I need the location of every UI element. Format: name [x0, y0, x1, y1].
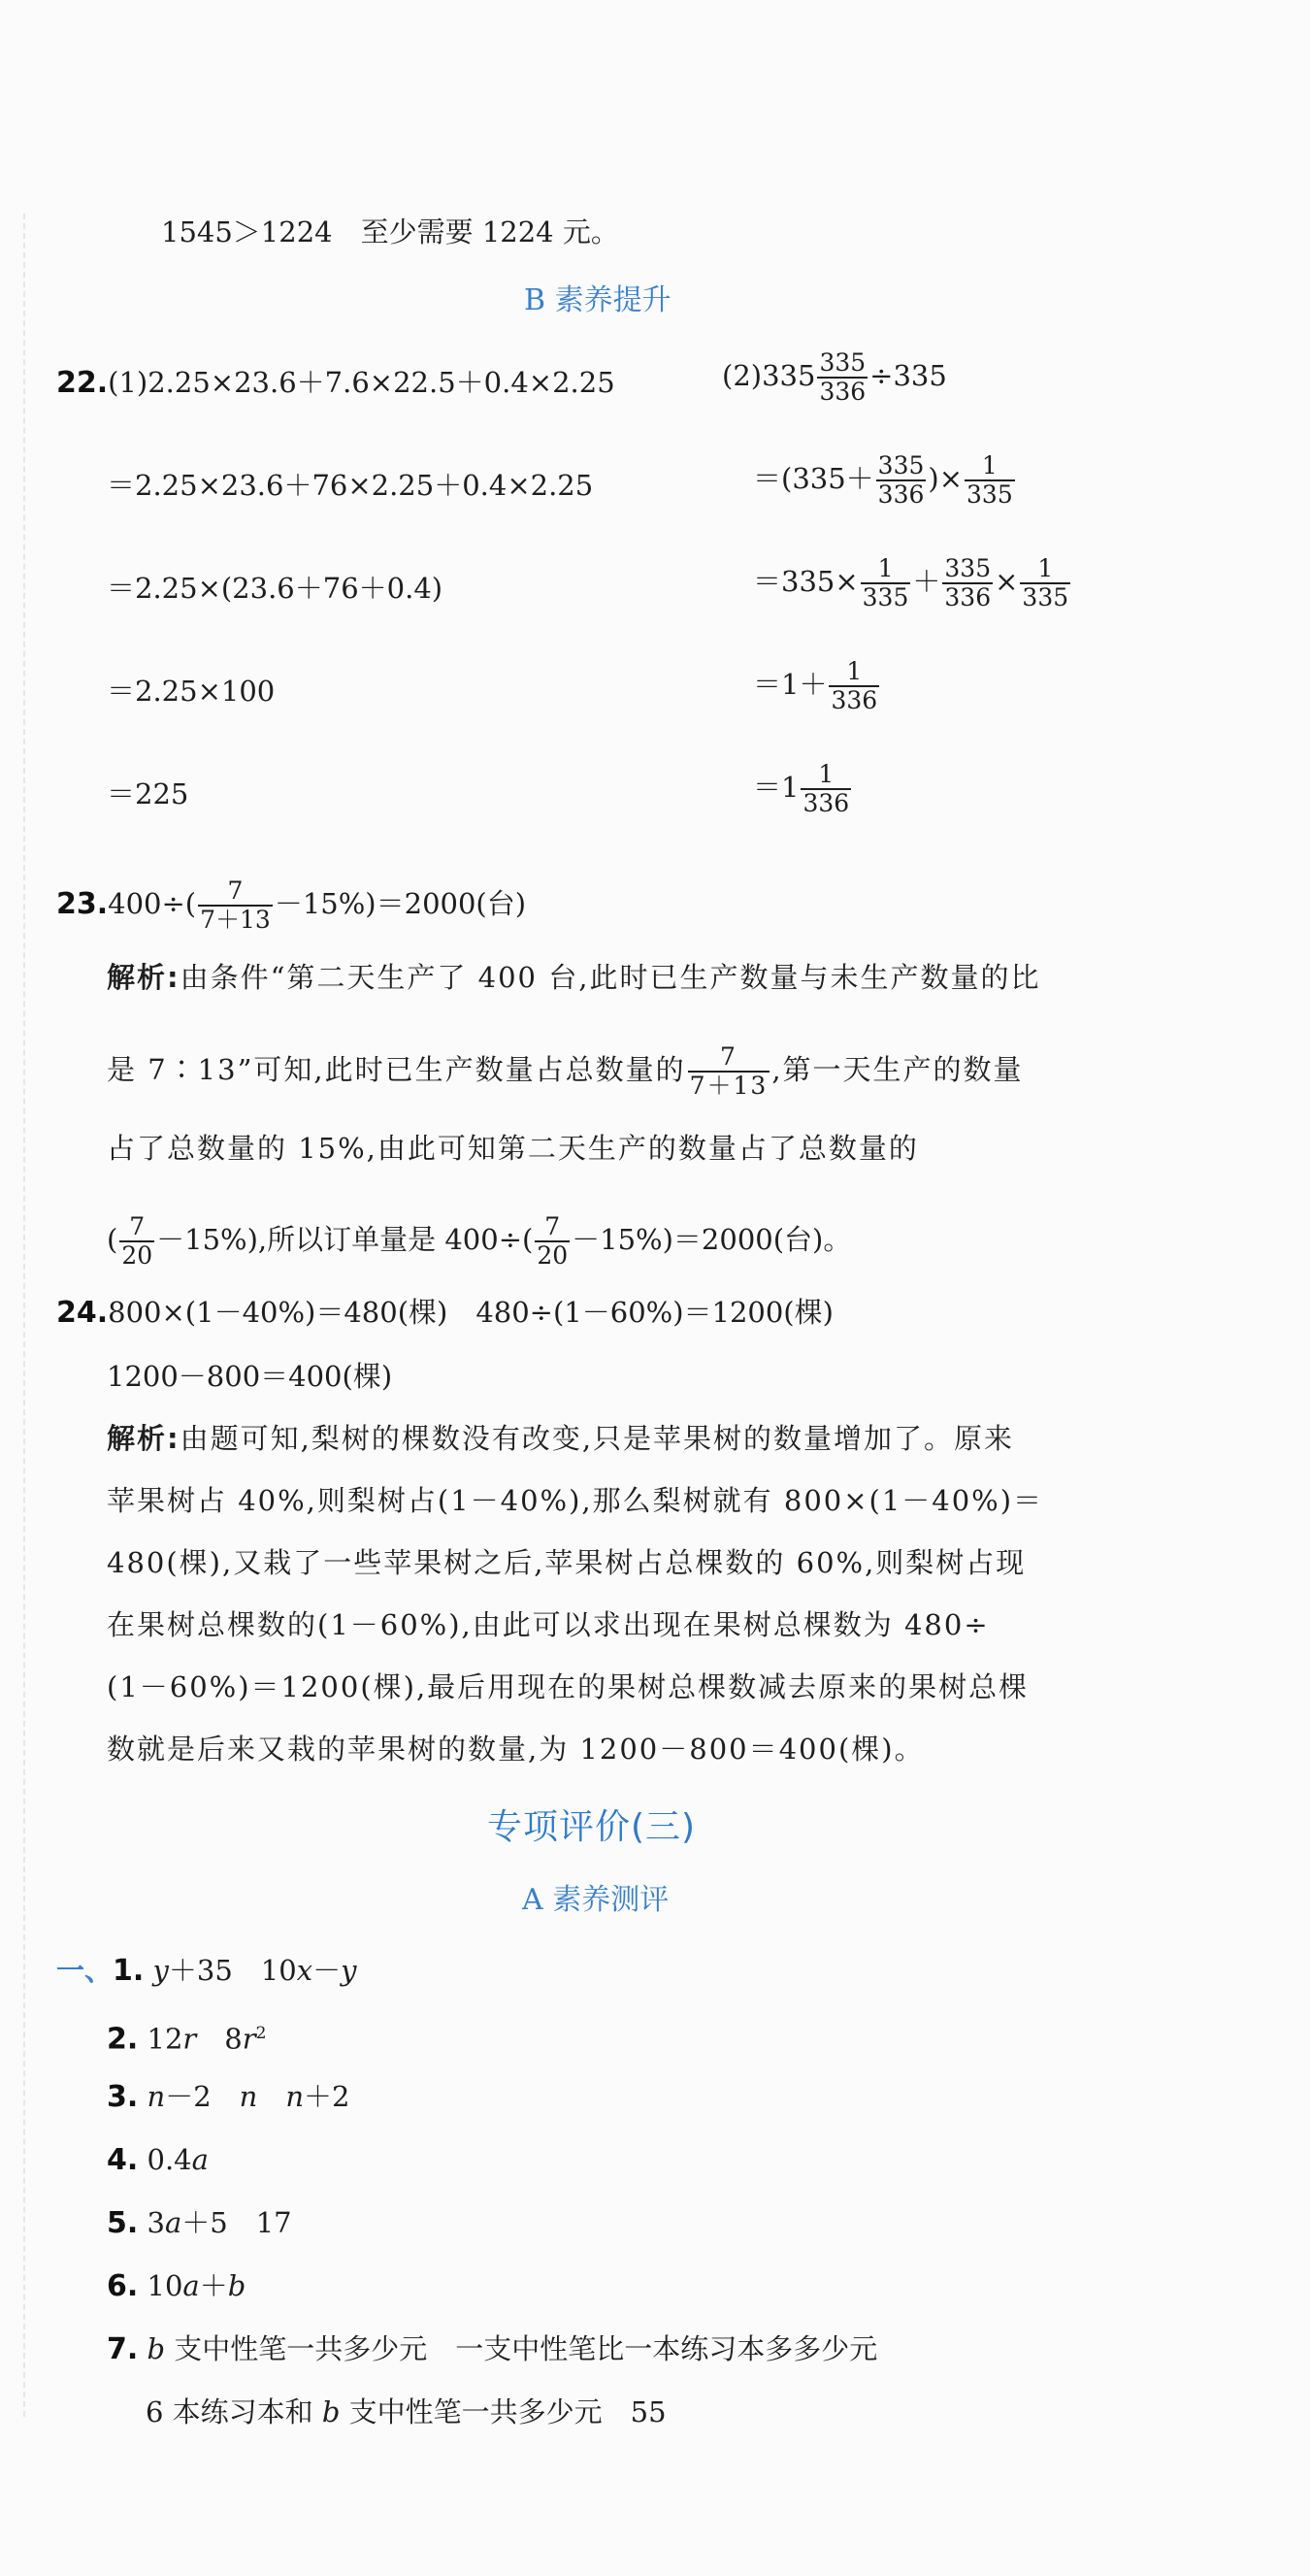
text: ( [107, 1223, 118, 1256]
q23-analysis-line-4 [107, 1213, 851, 1270]
fraction-numerator: 7 [535, 1213, 570, 1242]
fraction-denominator: 336 [944, 583, 992, 611]
q24-analysis-line-2: 苹果树占 40%,则梨树占(1－40%),那么梨树就有 800×(1－40%)＝ [107, 1484, 1044, 1517]
fraction-335-336 [942, 555, 993, 611]
fraction-1-335 [965, 452, 1015, 509]
q22-part2-step-4 [753, 761, 853, 817]
item-number: 6. [107, 2269, 139, 2303]
answer-1 [56, 1951, 356, 1991]
text: ＝1 [753, 771, 800, 804]
item-number: 4. [107, 2143, 139, 2177]
exponent: 2 [255, 2024, 267, 2043]
text: －2 [165, 2080, 240, 2113]
q23-number: 23. [56, 887, 109, 921]
q24-answer-line-2: 1200－800＝400(棵) [107, 1360, 393, 1393]
text: ＋2 [304, 2080, 350, 2113]
q22-part1-step-4: ＝225 [107, 777, 189, 810]
q22-part2-step-2 [753, 555, 1072, 611]
var: b [147, 2332, 166, 2365]
section-a-heading: A 素养测评 [522, 1883, 670, 1917]
q22-number: 22. [56, 366, 109, 400]
margin-line [23, 214, 25, 2417]
text: 400÷( [108, 887, 197, 920]
text: 0.4 [147, 2143, 192, 2176]
q24-number: 24. [56, 1296, 109, 1330]
text: ＋ [912, 565, 941, 598]
q22-part2-expression [722, 349, 947, 406]
text: 是 7∶13”可知,此时已生产数量占总数量的 [107, 1053, 686, 1086]
fraction-7-over-7plus13 [688, 1043, 770, 1100]
fraction-denominator: 335 [1022, 583, 1069, 611]
text: － [312, 1954, 342, 1987]
var: r [182, 2022, 197, 2056]
answer-7-line-2 [146, 2393, 667, 2431]
item-number: 3. [107, 2080, 139, 2114]
fraction-numerator: 1 [1020, 555, 1070, 584]
text: ＋35 10 [168, 1954, 297, 1987]
text: 由题可知,梨树的棵数没有改变,只是苹果树的数量增加了。原来 [180, 1422, 1015, 1455]
text: 6 本练习本和 [146, 2395, 322, 2428]
text: 12 [147, 2022, 183, 2056]
var: x [296, 1954, 313, 1987]
special-evaluation-title: 专项评价(三) [487, 1807, 697, 1847]
fraction-numerator: 335 [944, 554, 992, 582]
var: b [321, 2395, 341, 2428]
fraction-denominator: 336 [877, 480, 925, 509]
text: －15%)＝2000(台)。 [572, 1223, 852, 1256]
var: n [147, 2080, 166, 2113]
q22-part2-prefix: (2)335 [722, 359, 816, 392]
answer-3 [107, 2077, 349, 2117]
q24-analysis-line-3: 480(棵),又栽了一些苹果树之后,苹果树占总棵数的 60%,则梨树占现 [107, 1546, 1027, 1579]
fraction-numerator: 7 [198, 877, 273, 907]
fraction-denominator: 335 [966, 480, 1013, 509]
section-b-heading: B 素养提升 [524, 283, 671, 317]
fraction-7-over-7plus13 [198, 877, 273, 934]
q22-part1-expression: (1)2.25×23.6＋7.6×22.5＋0.4×2.25 [108, 366, 615, 399]
text [257, 2080, 285, 2113]
answer-7-line-1 [107, 2329, 877, 2369]
analysis-label: 解析: [107, 1422, 180, 1455]
text: －15%)＝2000(台) [274, 887, 527, 920]
text: )× [928, 462, 964, 495]
fraction-335-336 [876, 452, 927, 509]
fraction-numerator: 1 [801, 761, 851, 790]
fraction-7-20 [119, 1213, 154, 1270]
fraction-7-20 [535, 1213, 570, 1270]
q24-analysis-line-6: 数就是后来又栽的苹果树的数量,为 1200－800＝400(棵)。 [107, 1733, 925, 1766]
text: －15%),所以订单量是 400÷( [156, 1223, 534, 1256]
var: y [341, 1954, 357, 1987]
q22-part1-step-2: ＝2.25×(23.6＋76＋0.4) [107, 572, 443, 605]
q22-part1-step-3: ＝2.25×100 [107, 675, 276, 708]
fraction-denominator: 336 [819, 378, 867, 406]
fraction-1-335 [861, 555, 911, 611]
answer-6 [107, 2266, 246, 2306]
q22-part2-step-1 [753, 452, 1017, 509]
text: 800×(1－40%)＝480(棵) 480÷(1－60%)＝1200(棵) [108, 1296, 834, 1329]
text: ＝1＋ [753, 668, 828, 701]
q24-analysis-line-4: 在果树总棵数的(1－60%),由此可以求出现在果树总棵数为 480÷ [107, 1608, 990, 1641]
text: 3 [147, 2206, 165, 2239]
fraction-1-335 [1020, 555, 1070, 611]
q22-part2-step-3 [753, 658, 881, 714]
text: 支中性笔一共多少元 55 [340, 2395, 667, 2428]
text: 8 [196, 2022, 243, 2056]
answer-2 [107, 2014, 266, 2060]
q24-answer-line-1 [56, 1293, 834, 1333]
text: 由条件“第二天生产了 400 台,此时已生产数量与未生产数量的比 [180, 961, 1041, 994]
fraction-denominator: 20 [537, 1241, 569, 1270]
text: ＋5 17 [181, 2206, 292, 2239]
q23-analysis-line-2 [107, 1043, 1024, 1100]
fraction-numerator: 1 [861, 555, 911, 584]
fraction-denominator: 336 [802, 789, 850, 817]
fraction-numerator: 335 [877, 451, 925, 479]
q24-analysis-line-1 [107, 1419, 1014, 1458]
fraction-denominator: 7＋13 [689, 1072, 769, 1100]
var: b [227, 2269, 246, 2302]
q22-line-1 [56, 363, 615, 403]
var: a [191, 2143, 209, 2176]
answer-line-1545: 1545＞1224 至少需要 1224 元。 [161, 215, 619, 248]
text: ＝(335＋ [753, 462, 874, 495]
fraction-numerator: 7 [119, 1213, 154, 1242]
fraction-denominator: 7＋13 [200, 906, 271, 934]
text: ＝335× [753, 565, 859, 598]
text: 支中性笔一共多少元 一支中性笔比一本练习本多多少元 [165, 2332, 878, 2365]
q24-analysis-line-5: (1－60%)＝1200(棵),最后用现在的果树总棵数减去原来的果树总棵 [107, 1670, 1030, 1703]
var: n [285, 2080, 305, 2113]
answer-4 [107, 2140, 209, 2180]
fraction-denominator: 20 [121, 1241, 153, 1270]
part-one-marker: 一、 [56, 1954, 114, 1987]
item-number: 2. [107, 2022, 139, 2057]
text: ＋ [199, 2269, 228, 2302]
var: a [164, 2206, 182, 2239]
text: 10 [147, 2269, 183, 2302]
var: a [182, 2269, 200, 2302]
var: n [239, 2080, 258, 2113]
fraction-numerator: 1 [829, 658, 879, 687]
var: y [152, 1954, 169, 1987]
item-number: 7. [107, 2332, 139, 2366]
fraction-denominator: 335 [862, 583, 909, 611]
var: r [242, 2022, 256, 2056]
item-number: 1. [113, 1954, 145, 1988]
text: ,第一天生产的数量 [771, 1053, 1024, 1086]
q22-part2-suffix: ÷335 [869, 359, 947, 392]
fraction-numerator: 1 [965, 452, 1015, 481]
q23-analysis-line-1 [107, 958, 1040, 997]
fraction-1-336 [801, 761, 851, 817]
fraction-denominator: 336 [831, 686, 878, 714]
text: × [995, 565, 1019, 598]
q22-part1-step-1: ＝2.25×23.6＋76×2.25＋0.4×2.25 [107, 469, 594, 502]
q23-answer [56, 877, 526, 934]
fraction-numerator: 335 [819, 348, 867, 377]
fraction-numerator: 7 [688, 1043, 770, 1073]
fraction-1-336 [829, 658, 879, 714]
q23-analysis-line-3: 占了总数量的 15%,由此可知第二天生产的数量占了总数量的 [107, 1132, 919, 1165]
item-number: 5. [107, 2206, 139, 2240]
analysis-label: 解析: [107, 961, 180, 994]
fraction-335-336 [817, 349, 868, 406]
answer-5 [107, 2203, 292, 2243]
